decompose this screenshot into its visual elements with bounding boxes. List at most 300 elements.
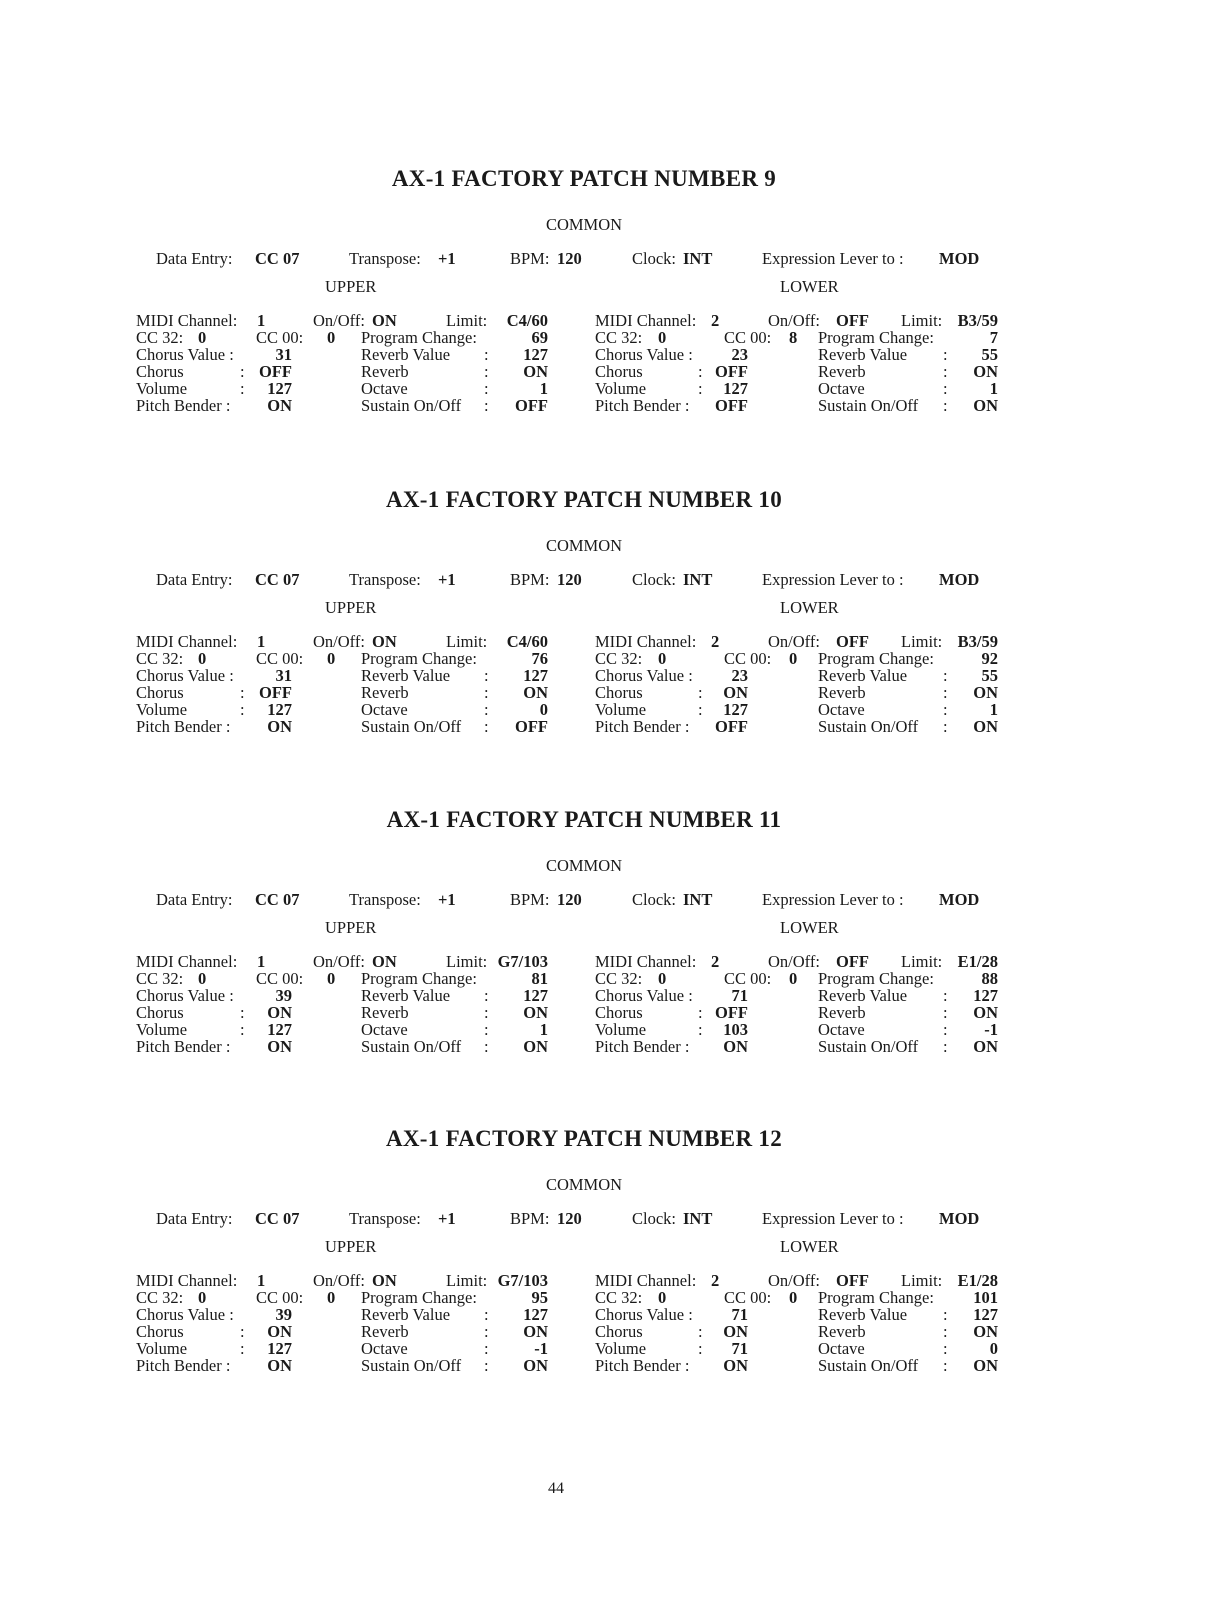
clock-value: INT bbox=[683, 890, 713, 909]
upper-cc32-label: CC 32: bbox=[136, 328, 184, 347]
lower-volume-label: Volume bbox=[595, 1020, 647, 1039]
lower-chorus-colon: : bbox=[698, 1003, 703, 1022]
lower-reverb-value: ON bbox=[973, 362, 998, 381]
lower-octave-colon: : bbox=[943, 1339, 948, 1358]
upper-pitch-bender-label: Pitch Bender : bbox=[136, 396, 231, 415]
lower-reverb-label: Reverb bbox=[818, 1322, 866, 1341]
upper-cc32-value: 0 bbox=[198, 969, 207, 988]
upper-octave-value: -1 bbox=[534, 1339, 548, 1358]
lower-sustain-label: Sustain On/Off bbox=[818, 1037, 919, 1056]
upper-pitch-bender-value: ON bbox=[267, 1356, 292, 1375]
common-heading: COMMON bbox=[545, 215, 623, 234]
upper-volume-colon: : bbox=[240, 379, 245, 398]
lower-chorus-colon: : bbox=[698, 362, 703, 381]
lower-reverb-value: ON bbox=[973, 1003, 998, 1022]
lower-reverb-colon: : bbox=[943, 1322, 948, 1341]
upper-octave-colon: : bbox=[484, 700, 489, 719]
upper-octave-colon: : bbox=[484, 1020, 489, 1039]
lower-reverb-colon: : bbox=[943, 1003, 948, 1022]
lower-chorus-colon: : bbox=[698, 683, 703, 702]
data-entry-value: CC 07 bbox=[255, 249, 300, 268]
bpm-label: BPM: bbox=[510, 249, 550, 268]
upper-reverb-value-colon: : bbox=[484, 345, 489, 364]
lower-pitch-bender-label: Pitch Bender : bbox=[595, 396, 690, 415]
lower-reverb-value-value: 127 bbox=[973, 986, 998, 1005]
lower-midi-channel-value: 2 bbox=[711, 1271, 720, 1290]
bpm-value: 120 bbox=[557, 1209, 582, 1228]
upper-chorus-label: Chorus bbox=[136, 1322, 184, 1341]
transpose-value: +1 bbox=[438, 890, 456, 909]
lower-chorus-label: Chorus bbox=[595, 362, 643, 381]
upper-cc32-value: 0 bbox=[198, 328, 207, 347]
lower-reverb-value: ON bbox=[973, 683, 998, 702]
lower-sustain-colon: : bbox=[943, 396, 948, 415]
upper-reverb-label: Reverb bbox=[361, 1003, 409, 1022]
upper-reverb-value-value: 127 bbox=[523, 666, 548, 685]
lower-program-change-value: 92 bbox=[981, 649, 998, 668]
common-heading: COMMON bbox=[545, 536, 623, 555]
upper-octave-label: Octave bbox=[361, 1339, 408, 1358]
page-number: 44 bbox=[548, 1480, 564, 1497]
upper-reverb-value: ON bbox=[523, 683, 548, 702]
upper-reverb-value-value: 127 bbox=[523, 1305, 548, 1324]
lower-volume-value: 127 bbox=[723, 700, 748, 719]
upper-midi-channel-label: MIDI Channel: bbox=[136, 311, 238, 330]
upper-volume-colon: : bbox=[240, 1339, 245, 1358]
upper-pitch-bender-label: Pitch Bender : bbox=[136, 1356, 231, 1375]
upper-heading: UPPER bbox=[325, 598, 377, 617]
lower-chorus-value: ON bbox=[723, 683, 748, 702]
lower-octave-value: 1 bbox=[989, 700, 998, 719]
lower-octave-label: Octave bbox=[818, 1339, 865, 1358]
upper-chorus-colon: : bbox=[240, 1003, 245, 1022]
lower-chorus-value-value: 71 bbox=[731, 986, 748, 1005]
lower-pitch-bender-value: ON bbox=[723, 1356, 748, 1375]
upper-volume-label: Volume bbox=[136, 379, 188, 398]
lower-program-change-label: Program Change: bbox=[818, 328, 934, 347]
lower-sustain-value: ON bbox=[973, 1037, 998, 1056]
upper-chorus-value-value: 39 bbox=[275, 986, 292, 1005]
upper-reverb-value-value: 127 bbox=[523, 986, 548, 1005]
data-entry-value: CC 07 bbox=[255, 890, 300, 909]
upper-volume-value: 127 bbox=[267, 1020, 292, 1039]
upper-cc00-label: CC 00: bbox=[256, 328, 304, 347]
bpm-value: 120 bbox=[557, 890, 582, 909]
lower-midi-channel-value: 2 bbox=[711, 632, 720, 651]
upper-sustain-label: Sustain On/Off bbox=[361, 717, 462, 736]
data-entry-label: Data Entry: bbox=[156, 570, 233, 589]
patch-title: AX-1 FACTORY PATCH NUMBER 9 bbox=[391, 166, 777, 191]
upper-chorus-value-label: Chorus Value : bbox=[136, 1305, 234, 1324]
lower-cc00-value: 0 bbox=[789, 1288, 798, 1307]
lower-chorus-value: OFF bbox=[715, 362, 748, 381]
lower-midi-channel-value: 2 bbox=[711, 952, 720, 971]
patch-title: AX-1 FACTORY PATCH NUMBER 10 bbox=[385, 487, 783, 512]
upper-volume-label: Volume bbox=[136, 1020, 188, 1039]
transpose-value: +1 bbox=[438, 249, 456, 268]
upper-volume-value: 127 bbox=[267, 1339, 292, 1358]
upper-chorus-value-label: Chorus Value : bbox=[136, 345, 234, 364]
lower-cc00-value: 8 bbox=[789, 328, 798, 347]
upper-chorus-value: ON bbox=[267, 1322, 292, 1341]
lower-reverb-value-value: 127 bbox=[973, 1305, 998, 1324]
lower-sustain-label: Sustain On/Off bbox=[818, 1356, 919, 1375]
bpm-label: BPM: bbox=[510, 1209, 550, 1228]
upper-program-change-value: 76 bbox=[531, 649, 548, 668]
upper-reverb-value-label: Reverb Value bbox=[361, 986, 451, 1005]
expression-label: Expression Lever to : bbox=[762, 570, 904, 589]
lower-limit-label: Limit: bbox=[901, 632, 943, 651]
upper-pitch-bender-label: Pitch Bender : bbox=[136, 717, 231, 736]
clock-value: INT bbox=[683, 570, 713, 589]
upper-reverb-value-colon: : bbox=[484, 666, 489, 685]
data-entry-label: Data Entry: bbox=[156, 1209, 233, 1228]
upper-midi-channel-value: 1 bbox=[257, 952, 266, 971]
upper-octave-value: 0 bbox=[539, 700, 548, 719]
upper-program-change-value: 95 bbox=[531, 1288, 548, 1307]
upper-onoff-label: On/Off: bbox=[313, 1271, 365, 1290]
lower-reverb-label: Reverb bbox=[818, 683, 866, 702]
upper-cc32-label: CC 32: bbox=[136, 969, 184, 988]
lower-volume-value: 103 bbox=[723, 1020, 748, 1039]
lower-volume-colon: : bbox=[698, 379, 703, 398]
upper-program-change-value: 69 bbox=[531, 328, 548, 347]
lower-limit-value: E1/28 bbox=[957, 952, 998, 971]
lower-octave-label: Octave bbox=[818, 700, 865, 719]
upper-pitch-bender-label: Pitch Bender : bbox=[136, 1037, 231, 1056]
patch-section bbox=[0, 1126, 1229, 1426]
upper-chorus-value-value: 31 bbox=[275, 345, 292, 364]
lower-reverb-value-colon: : bbox=[943, 986, 948, 1005]
upper-limit-label: Limit: bbox=[446, 952, 488, 971]
lower-volume-colon: : bbox=[698, 1020, 703, 1039]
upper-reverb-value-label: Reverb Value bbox=[361, 1305, 451, 1324]
upper-chorus-label: Chorus bbox=[136, 1003, 184, 1022]
lower-onoff-label: On/Off: bbox=[768, 311, 820, 330]
upper-cc00-value: 0 bbox=[327, 328, 336, 347]
lower-onoff-value: OFF bbox=[836, 1271, 869, 1290]
lower-cc00-value: 0 bbox=[789, 969, 798, 988]
transpose-label: Transpose: bbox=[349, 249, 421, 268]
transpose-label: Transpose: bbox=[349, 1209, 421, 1228]
lower-sustain-value: ON bbox=[973, 396, 998, 415]
upper-sustain-value: ON bbox=[523, 1037, 548, 1056]
upper-cc00-value: 0 bbox=[327, 969, 336, 988]
upper-pitch-bender-value: ON bbox=[267, 396, 292, 415]
upper-midi-channel-label: MIDI Channel: bbox=[136, 952, 238, 971]
data-entry-label: Data Entry: bbox=[156, 249, 233, 268]
expression-value: MOD bbox=[939, 890, 980, 909]
upper-heading: UPPER bbox=[325, 277, 377, 296]
lower-volume-colon: : bbox=[698, 1339, 703, 1358]
upper-octave-value: 1 bbox=[539, 1020, 548, 1039]
upper-volume-colon: : bbox=[240, 1020, 245, 1039]
upper-reverb-colon: : bbox=[484, 683, 489, 702]
lower-limit-label: Limit: bbox=[901, 311, 943, 330]
upper-chorus-colon: : bbox=[240, 1322, 245, 1341]
upper-sustain-colon: : bbox=[484, 1037, 489, 1056]
upper-cc32-label: CC 32: bbox=[136, 649, 184, 668]
upper-cc00-label: CC 00: bbox=[256, 649, 304, 668]
upper-chorus-value: OFF bbox=[259, 683, 292, 702]
lower-octave-value: -1 bbox=[984, 1020, 998, 1039]
lower-cc32-value: 0 bbox=[658, 1288, 667, 1307]
upper-onoff-label: On/Off: bbox=[313, 311, 365, 330]
upper-cc00-value: 0 bbox=[327, 649, 336, 668]
lower-cc32-value: 0 bbox=[658, 328, 667, 347]
upper-limit-label: Limit: bbox=[446, 1271, 488, 1290]
upper-program-change-label: Program Change: bbox=[361, 328, 477, 347]
patch-section bbox=[0, 166, 1229, 466]
upper-sustain-colon: : bbox=[484, 1356, 489, 1375]
patch-title: AX-1 FACTORY PATCH NUMBER 11 bbox=[386, 807, 782, 832]
expression-value: MOD bbox=[939, 249, 980, 268]
lower-cc32-value: 0 bbox=[658, 969, 667, 988]
lower-cc00-label: CC 00: bbox=[724, 1288, 772, 1307]
upper-midi-channel-value: 1 bbox=[257, 632, 266, 651]
lower-onoff-value: OFF bbox=[836, 632, 869, 651]
upper-volume-label: Volume bbox=[136, 1339, 188, 1358]
lower-pitch-bender-value: ON bbox=[723, 1037, 748, 1056]
lower-sustain-label: Sustain On/Off bbox=[818, 396, 919, 415]
lower-chorus-label: Chorus bbox=[595, 1003, 643, 1022]
patch-section bbox=[0, 807, 1229, 1107]
lower-onoff-label: On/Off: bbox=[768, 952, 820, 971]
clock-value: INT bbox=[683, 249, 713, 268]
transpose-value: +1 bbox=[438, 570, 456, 589]
lower-cc00-label: CC 00: bbox=[724, 649, 772, 668]
upper-chorus-value-value: 39 bbox=[275, 1305, 292, 1324]
upper-midi-channel-label: MIDI Channel: bbox=[136, 632, 238, 651]
upper-volume-value: 127 bbox=[267, 379, 292, 398]
lower-sustain-colon: : bbox=[943, 1037, 948, 1056]
upper-limit-label: Limit: bbox=[446, 311, 488, 330]
upper-chorus-value: OFF bbox=[259, 362, 292, 381]
lower-program-change-label: Program Change: bbox=[818, 969, 934, 988]
lower-limit-value: B3/59 bbox=[957, 632, 998, 651]
lower-reverb-value: ON bbox=[973, 1322, 998, 1341]
lower-chorus-value-value: 71 bbox=[731, 1305, 748, 1324]
transpose-value: +1 bbox=[438, 1209, 456, 1228]
upper-reverb-value-colon: : bbox=[484, 1305, 489, 1324]
upper-chorus-value-label: Chorus Value : bbox=[136, 666, 234, 685]
lower-pitch-bender-value: OFF bbox=[715, 717, 748, 736]
upper-sustain-label: Sustain On/Off bbox=[361, 1037, 462, 1056]
upper-program-change-label: Program Change: bbox=[361, 969, 477, 988]
bpm-value: 120 bbox=[557, 570, 582, 589]
lower-octave-value: 1 bbox=[989, 379, 998, 398]
upper-pitch-bender-value: ON bbox=[267, 1037, 292, 1056]
upper-volume-label: Volume bbox=[136, 700, 188, 719]
upper-cc32-label: CC 32: bbox=[136, 1288, 184, 1307]
upper-reverb-label: Reverb bbox=[361, 1322, 409, 1341]
upper-reverb-value-value: 127 bbox=[523, 345, 548, 364]
lower-chorus-colon: : bbox=[698, 1322, 703, 1341]
upper-limit-value: G7/103 bbox=[497, 1271, 548, 1290]
upper-reverb-value-label: Reverb Value bbox=[361, 666, 451, 685]
bpm-value: 120 bbox=[557, 249, 582, 268]
lower-chorus-value-label: Chorus Value : bbox=[595, 345, 693, 364]
lower-reverb-value-label: Reverb Value bbox=[818, 666, 908, 685]
upper-reverb-value: ON bbox=[523, 362, 548, 381]
lower-octave-colon: : bbox=[943, 1020, 948, 1039]
upper-chorus-label: Chorus bbox=[136, 683, 184, 702]
lower-sustain-value: ON bbox=[973, 1356, 998, 1375]
upper-cc32-value: 0 bbox=[198, 649, 207, 668]
upper-chorus-value: ON bbox=[267, 1003, 292, 1022]
lower-octave-label: Octave bbox=[818, 379, 865, 398]
patch-title: AX-1 FACTORY PATCH NUMBER 12 bbox=[385, 1126, 783, 1151]
lower-heading: LOWER bbox=[780, 1237, 839, 1256]
lower-reverb-value-colon: : bbox=[943, 666, 948, 685]
clock-label: Clock: bbox=[632, 570, 676, 589]
upper-chorus-value-label: Chorus Value : bbox=[136, 986, 234, 1005]
expression-label: Expression Lever to : bbox=[762, 249, 904, 268]
lower-reverb-value-label: Reverb Value bbox=[818, 1305, 908, 1324]
upper-limit-value: C4/60 bbox=[506, 632, 548, 651]
common-heading: COMMON bbox=[545, 1175, 623, 1194]
lower-volume-value: 127 bbox=[723, 379, 748, 398]
lower-reverb-value-label: Reverb Value bbox=[818, 345, 908, 364]
lower-cc00-label: CC 00: bbox=[724, 328, 772, 347]
lower-cc32-label: CC 32: bbox=[595, 1288, 643, 1307]
upper-chorus-label: Chorus bbox=[136, 362, 184, 381]
lower-cc00-value: 0 bbox=[789, 649, 798, 668]
data-entry-value: CC 07 bbox=[255, 570, 300, 589]
lower-onoff-label: On/Off: bbox=[768, 1271, 820, 1290]
upper-reverb-label: Reverb bbox=[361, 683, 409, 702]
lower-volume-label: Volume bbox=[595, 379, 647, 398]
lower-cc32-label: CC 32: bbox=[595, 969, 643, 988]
lower-chorus-value-label: Chorus Value : bbox=[595, 666, 693, 685]
upper-heading: UPPER bbox=[325, 918, 377, 937]
common-heading: COMMON bbox=[545, 856, 623, 875]
lower-pitch-bender-label: Pitch Bender : bbox=[595, 1356, 690, 1375]
upper-onoff-label: On/Off: bbox=[313, 632, 365, 651]
lower-octave-colon: : bbox=[943, 700, 948, 719]
upper-sustain-value: ON bbox=[523, 1356, 548, 1375]
lower-heading: LOWER bbox=[780, 598, 839, 617]
expression-label: Expression Lever to : bbox=[762, 890, 904, 909]
clock-label: Clock: bbox=[632, 249, 676, 268]
upper-midi-channel-value: 1 bbox=[257, 311, 266, 330]
expression-value: MOD bbox=[939, 1209, 980, 1228]
upper-cc32-value: 0 bbox=[198, 1288, 207, 1307]
lower-volume-label: Volume bbox=[595, 700, 647, 719]
upper-onoff-label: On/Off: bbox=[313, 952, 365, 971]
lower-reverb-value-colon: : bbox=[943, 1305, 948, 1324]
lower-program-change-value: 101 bbox=[973, 1288, 998, 1307]
upper-octave-label: Octave bbox=[361, 700, 408, 719]
upper-cc00-value: 0 bbox=[327, 1288, 336, 1307]
transpose-label: Transpose: bbox=[349, 570, 421, 589]
lower-reverb-colon: : bbox=[943, 362, 948, 381]
lower-pitch-bender-label: Pitch Bender : bbox=[595, 717, 690, 736]
data-entry-label: Data Entry: bbox=[156, 890, 233, 909]
upper-chorus-colon: : bbox=[240, 362, 245, 381]
upper-reverb-value: ON bbox=[523, 1322, 548, 1341]
upper-limit-label: Limit: bbox=[446, 632, 488, 651]
clock-value: INT bbox=[683, 1209, 713, 1228]
upper-reverb-label: Reverb bbox=[361, 362, 409, 381]
upper-pitch-bender-value: ON bbox=[267, 717, 292, 736]
upper-reverb-colon: : bbox=[484, 362, 489, 381]
clock-label: Clock: bbox=[632, 1209, 676, 1228]
lower-reverb-label: Reverb bbox=[818, 362, 866, 381]
upper-cc00-label: CC 00: bbox=[256, 1288, 304, 1307]
upper-octave-label: Octave bbox=[361, 379, 408, 398]
upper-program-change-label: Program Change: bbox=[361, 649, 477, 668]
upper-midi-channel-label: MIDI Channel: bbox=[136, 1271, 238, 1290]
lower-midi-channel-label: MIDI Channel: bbox=[595, 952, 697, 971]
upper-chorus-value-value: 31 bbox=[275, 666, 292, 685]
upper-reverb-colon: : bbox=[484, 1003, 489, 1022]
upper-midi-channel-value: 1 bbox=[257, 1271, 266, 1290]
upper-onoff-value: ON bbox=[372, 632, 397, 651]
lower-reverb-colon: : bbox=[943, 683, 948, 702]
lower-volume-colon: : bbox=[698, 700, 703, 719]
upper-program-change-value: 81 bbox=[531, 969, 548, 988]
lower-sustain-label: Sustain On/Off bbox=[818, 717, 919, 736]
lower-reverb-value-value: 55 bbox=[981, 345, 998, 364]
expression-label: Expression Lever to : bbox=[762, 1209, 904, 1228]
upper-octave-colon: : bbox=[484, 379, 489, 398]
lower-reverb-label: Reverb bbox=[818, 1003, 866, 1022]
lower-volume-label: Volume bbox=[595, 1339, 647, 1358]
lower-limit-label: Limit: bbox=[901, 952, 943, 971]
lower-reverb-value-value: 55 bbox=[981, 666, 998, 685]
lower-reverb-value-colon: : bbox=[943, 345, 948, 364]
lower-heading: LOWER bbox=[780, 918, 839, 937]
upper-reverb-value-colon: : bbox=[484, 986, 489, 1005]
lower-limit-value: B3/59 bbox=[957, 311, 998, 330]
lower-chorus-label: Chorus bbox=[595, 683, 643, 702]
lower-chorus-value-label: Chorus Value : bbox=[595, 986, 693, 1005]
lower-midi-channel-label: MIDI Channel: bbox=[595, 1271, 697, 1290]
lower-cc00-label: CC 00: bbox=[724, 969, 772, 988]
data-entry-value: CC 07 bbox=[255, 1209, 300, 1228]
lower-chorus-value-value: 23 bbox=[731, 345, 748, 364]
lower-sustain-colon: : bbox=[943, 717, 948, 736]
lower-octave-value: 0 bbox=[989, 1339, 998, 1358]
lower-chorus-value-label: Chorus Value : bbox=[595, 1305, 693, 1324]
lower-chorus-value: ON bbox=[723, 1322, 748, 1341]
lower-octave-label: Octave bbox=[818, 1020, 865, 1039]
upper-reverb-colon: : bbox=[484, 1322, 489, 1341]
upper-chorus-colon: : bbox=[240, 683, 245, 702]
upper-sustain-value: OFF bbox=[515, 396, 548, 415]
lower-chorus-value: OFF bbox=[715, 1003, 748, 1022]
upper-cc00-label: CC 00: bbox=[256, 969, 304, 988]
upper-heading: UPPER bbox=[325, 1237, 377, 1256]
lower-program-change-label: Program Change: bbox=[818, 649, 934, 668]
upper-volume-value: 127 bbox=[267, 700, 292, 719]
lower-onoff-value: OFF bbox=[836, 311, 869, 330]
lower-midi-channel-label: MIDI Channel: bbox=[595, 311, 697, 330]
upper-onoff-value: ON bbox=[372, 311, 397, 330]
lower-chorus-label: Chorus bbox=[595, 1322, 643, 1341]
clock-label: Clock: bbox=[632, 890, 676, 909]
lower-limit-label: Limit: bbox=[901, 1271, 943, 1290]
upper-octave-label: Octave bbox=[361, 1020, 408, 1039]
lower-pitch-bender-label: Pitch Bender : bbox=[595, 1037, 690, 1056]
lower-onoff-value: OFF bbox=[836, 952, 869, 971]
upper-reverb-value-label: Reverb Value bbox=[361, 345, 451, 364]
bpm-label: BPM: bbox=[510, 570, 550, 589]
lower-volume-value: 71 bbox=[731, 1339, 748, 1358]
lower-limit-value: E1/28 bbox=[957, 1271, 998, 1290]
lower-program-change-label: Program Change: bbox=[818, 1288, 934, 1307]
